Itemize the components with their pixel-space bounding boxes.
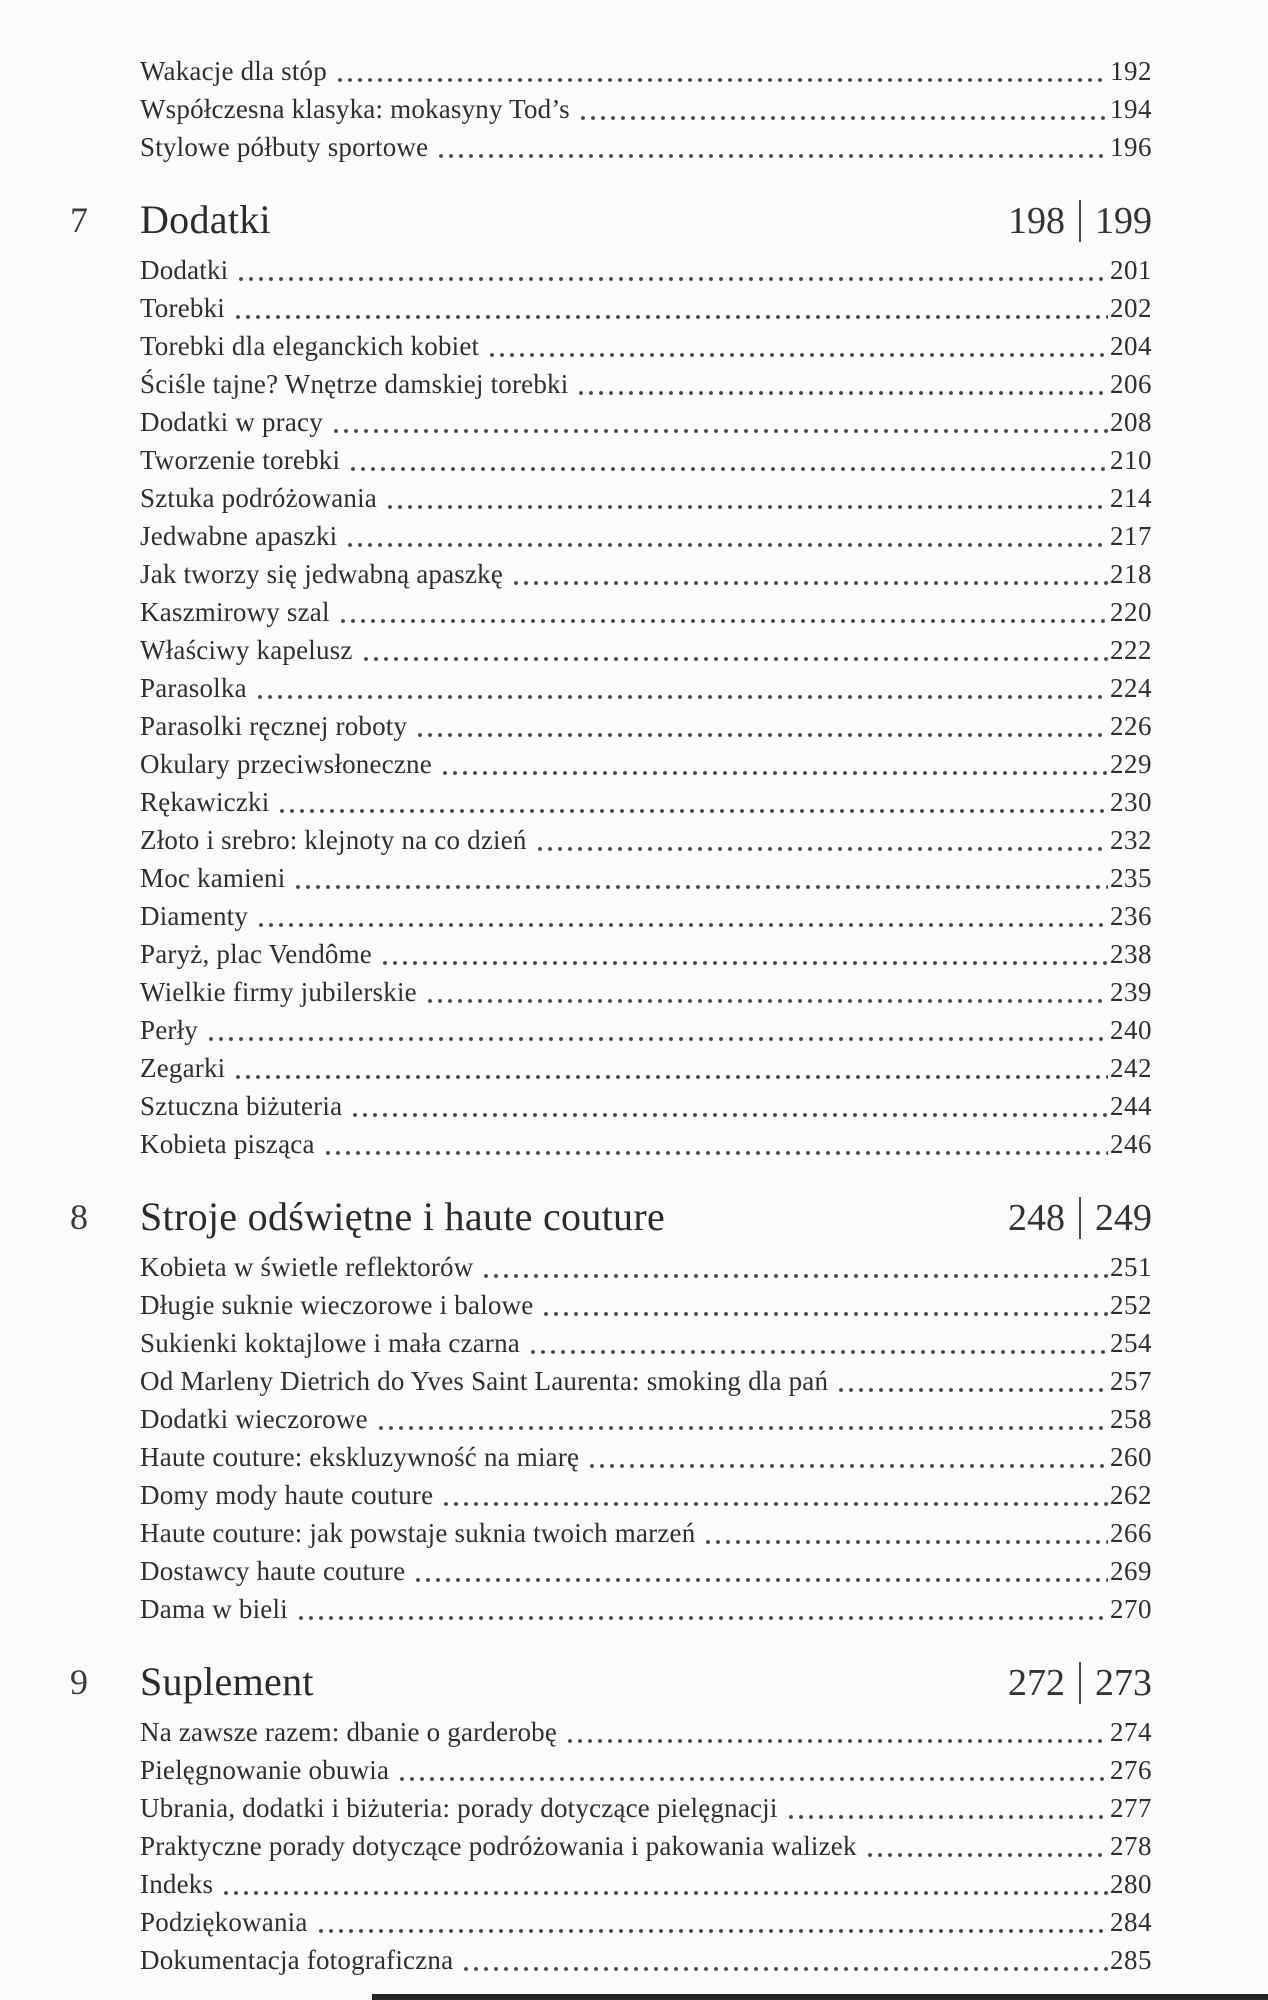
chapter-page-left: 198 [1008, 200, 1065, 242]
toc-entry [140, 859, 1152, 897]
toc-entry-label: Na zawsze razem: dbanie o garderobę [140, 1717, 558, 1747]
toc-entry [140, 52, 1152, 90]
toc-entry-label: Sukienki koktajlowe i mała czarna [140, 1328, 520, 1358]
dotted-leader [382, 960, 1108, 966]
toc-entry [140, 289, 1152, 327]
toc-entry-label: Okulary przeciwsłoneczne [140, 749, 432, 779]
dotted-leader [235, 314, 1108, 320]
dotted-leader [295, 884, 1108, 890]
toc-entry-page: 192 [1110, 56, 1152, 86]
toc-entry-label: Dodatki [140, 255, 229, 285]
toc-entry-label: Pielęgnowanie obuwia [140, 1755, 390, 1785]
dotted-leader [438, 153, 1108, 159]
toc-entry-page: 274 [1110, 1717, 1152, 1747]
toc-entry-page: 236 [1110, 901, 1152, 931]
dotted-leader [578, 390, 1108, 396]
dotted-leader [279, 808, 1108, 814]
chapter-heading [70, 1654, 1152, 1711]
toc-entry [140, 745, 1152, 783]
toc-entry-label: Haute couture: jak powstaje suknia twoich marzeń [140, 1518, 696, 1548]
leading-entries [140, 52, 1152, 166]
toc-entry-page: 239 [1110, 977, 1152, 1007]
toc-entry-label: Moc kamieni [140, 863, 286, 893]
toc-entry-label: Domy mody haute couture [140, 1480, 434, 1510]
toc-entry-label: Kobieta pisząca [140, 1129, 315, 1159]
toc-entry [140, 1362, 1152, 1400]
chapter-page-left: 272 [1008, 1662, 1065, 1704]
toc-entry-label: Wakacje dla stóp [140, 56, 327, 86]
chapter-section [70, 1654, 1152, 1979]
toc-entry-label: Sztuczna biżuteria [140, 1091, 343, 1121]
toc-entry [140, 479, 1152, 517]
toc-entry-page: 251 [1110, 1252, 1152, 1282]
toc-entry [140, 631, 1152, 669]
toc-entry-label: Haute couture: ekskluzywność na miarę [140, 1442, 580, 1472]
toc-entry-label: Torebki [140, 293, 225, 323]
toc-entry-page: 262 [1110, 1480, 1152, 1510]
toc-entry [140, 327, 1152, 365]
toc-entry [140, 1011, 1152, 1049]
toc-entry-label: Ściśle tajne? Wnętrze damskiej torebki [140, 369, 569, 399]
toc-entry-label: Dodatki wieczorowe [140, 1404, 368, 1434]
dotted-leader [340, 618, 1108, 624]
toc-entry-label: Długie suknie wieczorowe i balowe [140, 1290, 534, 1320]
dotted-leader [483, 1273, 1108, 1279]
chapter-title: Suplement [140, 1659, 314, 1704]
dotted-leader [530, 1349, 1108, 1355]
toc-entry [140, 1713, 1152, 1751]
dotted-leader [257, 694, 1108, 700]
toc-entry [140, 669, 1152, 707]
chapter-entries [140, 1248, 1152, 1628]
toc-entry-page: 266 [1110, 1518, 1152, 1548]
chapter-page-range [1008, 193, 1152, 249]
toc-entry [140, 1049, 1152, 1087]
toc-entry [140, 1514, 1152, 1552]
toc-entry-label: Dama w bieli [140, 1594, 288, 1624]
toc-entry-label: Jak tworzy się jedwabną apaszkę [140, 559, 504, 589]
dotted-leader [705, 1539, 1108, 1545]
dotted-leader [325, 1150, 1108, 1156]
toc-entry-label: Wielkie firmy jubilerskie [140, 977, 417, 1007]
toc-entry-page: 232 [1110, 825, 1152, 855]
chapter-heading [70, 192, 1152, 249]
dotted-leader [427, 998, 1108, 1004]
toc-entry-page: 270 [1110, 1594, 1152, 1624]
toc-entry-label: Perły [140, 1015, 198, 1045]
dotted-leader [567, 1738, 1108, 1744]
chapter-page-right: 249 [1095, 1197, 1152, 1239]
dotted-leader [580, 115, 1108, 121]
toc-entry-page: 258 [1110, 1404, 1152, 1434]
chapter-page-range [1008, 1190, 1152, 1246]
toc-entry-page: 285 [1110, 1945, 1152, 1975]
toc-entry-page: 194 [1110, 94, 1152, 124]
toc-entry-page: 246 [1110, 1129, 1152, 1159]
toc-entry-page: 260 [1110, 1442, 1152, 1472]
chapter-number: 9 [70, 1662, 88, 1702]
page-divider-bar [1079, 1197, 1081, 1239]
dotted-leader [378, 1425, 1108, 1431]
toc-entry [140, 1476, 1152, 1514]
toc-entry [140, 783, 1152, 821]
toc-entry-page: 254 [1110, 1328, 1152, 1358]
toc-entry-page: 278 [1110, 1831, 1152, 1861]
toc-entry-page: 257 [1110, 1366, 1152, 1396]
toc-entry [140, 555, 1152, 593]
toc-entry-label: Indeks [140, 1869, 214, 1899]
toc-entry [140, 1552, 1152, 1590]
toc-entry-label: Ubrania, dodatki i biżuteria: porady dotyczące pielęgnacji [140, 1793, 778, 1823]
toc-entry [140, 403, 1152, 441]
dotted-leader [442, 770, 1108, 776]
toc-entry-label: Zegarki [140, 1053, 226, 1083]
toc-entry-label: Parasolki ręcznej roboty [140, 711, 408, 741]
dotted-leader [223, 1890, 1108, 1896]
toc-entry [140, 821, 1152, 859]
toc-entry [140, 1751, 1152, 1789]
chapter-title: Stroje odświętne i haute couture [140, 1194, 666, 1239]
toc-entry-label: Sztuka podróżowania [140, 483, 377, 513]
toc-entry-label: Diamenty [140, 901, 249, 931]
toc-entry-page: 226 [1110, 711, 1152, 741]
toc-entry-label: Tworzenie torebki [140, 445, 341, 475]
chapter-page-right: 199 [1095, 200, 1152, 242]
dotted-leader [417, 732, 1108, 738]
toc-entry-label: Podziękowania [140, 1907, 308, 1937]
toc-entry-page: 252 [1110, 1290, 1152, 1320]
page-divider-bar [1079, 1662, 1081, 1704]
toc-entry-label: Parasolka [140, 673, 247, 703]
dotted-leader [867, 1852, 1108, 1858]
toc-entry-page: 217 [1110, 521, 1152, 551]
toc-entry [140, 1125, 1152, 1163]
chapter-section [70, 1189, 1152, 1628]
toc-entry-page: 280 [1110, 1869, 1152, 1899]
dotted-leader [318, 1928, 1108, 1934]
toc-entry-page: 210 [1110, 445, 1152, 475]
dotted-leader [387, 504, 1108, 510]
chapter-number: 8 [70, 1197, 88, 1237]
toc-entry [140, 517, 1152, 555]
chapter-number: 7 [70, 200, 88, 240]
toc-entry-page: 214 [1110, 483, 1152, 513]
dotted-leader [463, 1966, 1108, 1972]
toc-entry-page: 242 [1110, 1053, 1152, 1083]
dotted-leader [363, 656, 1108, 662]
chapter-title: Dodatki [140, 197, 271, 242]
chapter-entries [140, 1713, 1152, 1979]
chapter-page-range [1008, 1655, 1152, 1711]
dotted-leader [443, 1501, 1108, 1507]
toc-entry [140, 1286, 1152, 1324]
toc-entry [140, 90, 1152, 128]
table-of-contents [70, 0, 1152, 1979]
toc-entry-page: 196 [1110, 132, 1152, 162]
toc-entry [140, 593, 1152, 631]
toc-entry-page: 206 [1110, 369, 1152, 399]
dotted-leader [235, 1074, 1108, 1080]
toc-entry-page: 276 [1110, 1755, 1152, 1785]
chapter-page-right: 273 [1095, 1662, 1152, 1704]
toc-entry-label: Stylowe półbuty sportowe [140, 132, 429, 162]
dotted-leader [489, 352, 1108, 358]
toc-entry-page: 224 [1110, 673, 1152, 703]
dotted-leader [788, 1814, 1108, 1820]
scan-edge-artifact [372, 1994, 1268, 2000]
toc-entry [140, 897, 1152, 935]
toc-entry-label: Jedwabne apaszki [140, 521, 338, 551]
toc-entry [140, 1087, 1152, 1125]
chapter-page-left: 248 [1008, 1197, 1065, 1239]
dotted-leader [298, 1615, 1108, 1621]
toc-entry-page: 208 [1110, 407, 1152, 437]
dotted-leader [352, 1112, 1108, 1118]
toc-entry-page: 218 [1110, 559, 1152, 589]
toc-entry-page: 235 [1110, 863, 1152, 893]
dotted-leader [399, 1776, 1108, 1782]
toc-entry-label: Od Marleny Dietrich do Yves Saint Laurenta: smoking dla pań [140, 1366, 829, 1396]
chapter-list [70, 192, 1152, 1979]
toc-entry [140, 973, 1152, 1011]
toc-entry-page: 202 [1110, 293, 1152, 323]
toc-entry-page: 222 [1110, 635, 1152, 665]
toc-entry [140, 1789, 1152, 1827]
toc-entry [140, 251, 1152, 289]
toc-entry-page: 220 [1110, 597, 1152, 627]
dotted-leader [543, 1311, 1108, 1317]
toc-entry-label: Kobieta w świetle reflektorów [140, 1252, 474, 1282]
chapter-heading [70, 1189, 1152, 1246]
dotted-leader [350, 466, 1108, 472]
toc-entry-label: Torebki dla eleganckich kobiet [140, 331, 480, 361]
toc-entry-label: Praktyczne porady dotyczące podróżowania i pakowania walizek [140, 1831, 857, 1861]
toc-entry-label: Współczesna klasyka: mokasyny Tod’s [140, 94, 570, 124]
toc-entry [140, 1438, 1152, 1476]
toc-entry-page: 244 [1110, 1091, 1152, 1121]
toc-entry-label: Paryż, plac Vendôme [140, 939, 372, 969]
dotted-leader [537, 846, 1108, 852]
toc-entry-label: Właściwy kapelusz [140, 635, 353, 665]
dotted-leader [347, 542, 1108, 548]
toc-entry [140, 1827, 1152, 1865]
dotted-leader [415, 1577, 1108, 1583]
dotted-leader [589, 1463, 1108, 1469]
page-divider-bar [1079, 200, 1081, 242]
toc-entry-page: 204 [1110, 331, 1152, 361]
chapter-entries [140, 251, 1152, 1163]
toc-entry [140, 1903, 1152, 1941]
toc-entry [140, 935, 1152, 973]
toc-entry-page: 230 [1110, 787, 1152, 817]
toc-entry-page: 284 [1110, 1907, 1152, 1937]
dotted-leader [337, 77, 1108, 83]
toc-entry-label: Dodatki w pracy [140, 407, 323, 437]
toc-entry [140, 1324, 1152, 1362]
toc-entry [140, 441, 1152, 479]
toc-entry-page: 238 [1110, 939, 1152, 969]
dotted-leader [838, 1387, 1108, 1393]
toc-entry-label: Rękawiczki [140, 787, 270, 817]
toc-entry [140, 1590, 1152, 1628]
toc-entry [140, 128, 1152, 166]
toc-entry-page: 229 [1110, 749, 1152, 779]
toc-entry [140, 1941, 1152, 1979]
toc-entry [140, 1865, 1152, 1903]
chapter-section [70, 192, 1152, 1163]
dotted-leader [258, 922, 1108, 928]
dotted-leader [208, 1036, 1108, 1042]
toc-entry-page: 201 [1110, 255, 1152, 285]
dotted-leader [333, 428, 1108, 434]
toc-entry [140, 365, 1152, 403]
toc-entry [140, 1400, 1152, 1438]
toc-entry [140, 1248, 1152, 1286]
toc-entry-page: 269 [1110, 1556, 1152, 1586]
toc-entry-label: Kaszmirowy szal [140, 597, 330, 627]
toc-entry-page: 240 [1110, 1015, 1152, 1045]
toc-entry-page: 277 [1110, 1793, 1152, 1823]
toc-entry [140, 707, 1152, 745]
dotted-leader [238, 276, 1108, 282]
toc-entry-label: Dokumentacja fotograficzna [140, 1945, 454, 1975]
toc-entry-label: Złoto i srebro: klejnoty na co dzień [140, 825, 527, 855]
toc-entry-label: Dostawcy haute couture [140, 1556, 406, 1586]
dotted-leader [513, 580, 1108, 586]
